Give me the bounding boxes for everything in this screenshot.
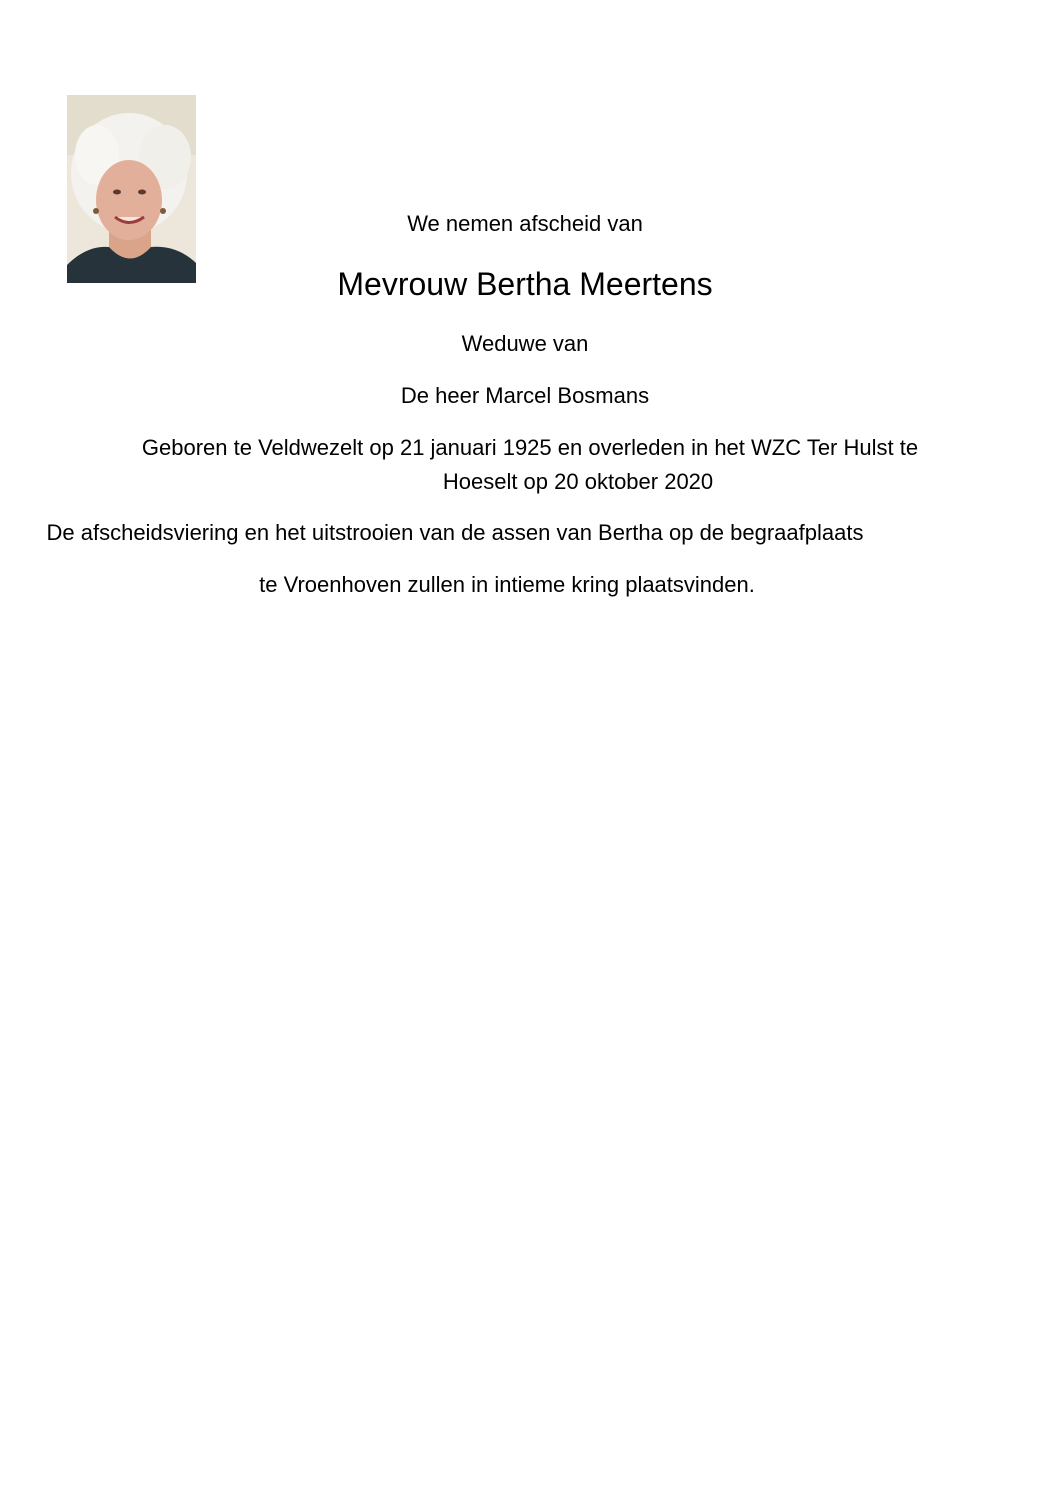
spouse-name: De heer Marcel Bosmans [400,383,650,408]
ceremony-line-2: te Vroenhoven zullen in intieme kring plaatsvinden. [259,572,755,597]
widow-of-label: Weduwe van [461,331,589,356]
deceased-name: Mevrouw Bertha Meertens [337,266,713,302]
portrait-photo [67,95,196,283]
birth-death-line-2: Hoeselt op 20 oktober 2020 [442,469,714,494]
ceremony-line-1: De afscheidsviering en het uitstrooien van de assen van Bertha op de begraafplaats [46,520,864,545]
birth-death-line-1: Geboren te Veldwezelt op 21 januari 1925 en overleden in het WZC Ter Hulst te [141,435,919,460]
intro-text: We nemen afscheid van [407,211,643,236]
